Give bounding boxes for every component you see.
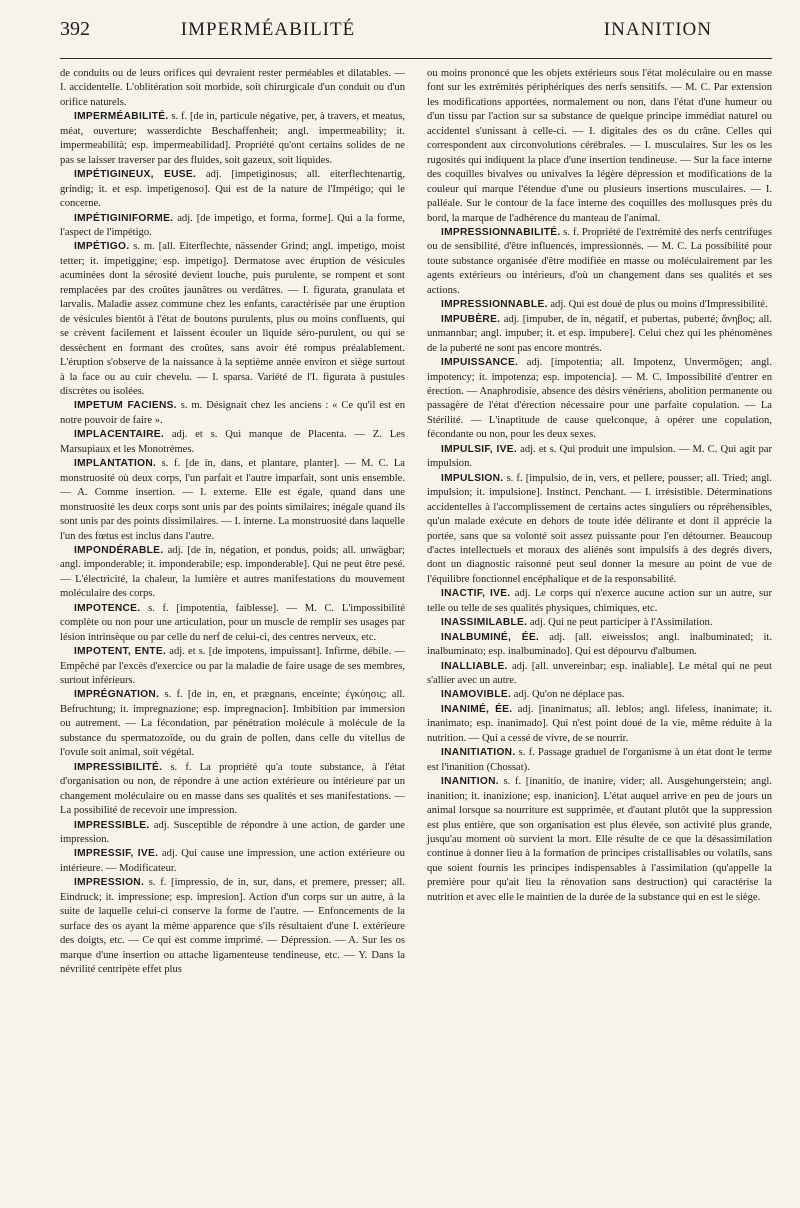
dictionary-entry bbox=[60, 428, 405, 457]
dictionary-entry bbox=[427, 775, 772, 905]
entry-definition: s. f. [impulsio, de in, vers, et pellere, pousser; all. Tried; angl. impulsion; it. impulsione]. Instinct. Penchant. — I. irrésistible. Déterminations accidentelles à l'accomplissement de certains actes singuliers ou répréhensibles, qu'un malade exécute en dehors de toute idée délirante et dont il apprécie la portée, sans que sa volonté soit assez puissante pour l'en détourner. Beaucoup d'actes intellectuels et moraux des aliénés sont impulsifs à des degrés divers, dont un diagnostic raisonné peut seul donner la mesure au point de vue de l'équilibre fonctionnel encéphalique et de la responsabilité. bbox=[427, 472, 772, 585]
entry-headword: IMPLANTATION. bbox=[74, 458, 157, 470]
dictionary-entry bbox=[60, 212, 405, 241]
dictionary-entry bbox=[60, 761, 405, 819]
dictionary-entry bbox=[60, 399, 405, 428]
entry-headword: INANIMÉ, ÉE. bbox=[441, 703, 513, 715]
dictionary-entry bbox=[60, 645, 405, 688]
dictionary-entry bbox=[427, 67, 772, 226]
dictionary-entry bbox=[427, 616, 772, 630]
dictionary-entry bbox=[427, 703, 772, 746]
dictionary-entry bbox=[427, 356, 772, 443]
right-running-head: INANITION bbox=[603, 19, 712, 40]
entry-headword: INANITION. bbox=[441, 776, 499, 788]
entry-headword: IMPÉTIGO. bbox=[74, 241, 130, 253]
dictionary-entry bbox=[427, 472, 772, 588]
left-column bbox=[60, 67, 405, 1197]
entry-headword: IMPRESSION. bbox=[74, 877, 145, 889]
dictionary-entry bbox=[60, 457, 405, 544]
entry-headword: INASSIMILABLE. bbox=[441, 617, 528, 629]
entry-headword: IMPRÉGNATION. bbox=[74, 689, 160, 701]
entry-definition: s. f. La propriété qu'a toute substance, à l'état d'organisation ou non, de répondre à une action extérieure ou intérieure par un changement moléculaire ou en masse dans ses qualités et ses manifestations. — La possibilité de recevoir une impression. bbox=[60, 761, 405, 817]
entry-definition: adj. Qu'on ne déplace pas. bbox=[511, 689, 625, 701]
dictionary-entry bbox=[60, 602, 405, 645]
dictionary-entry bbox=[60, 110, 405, 168]
dictionary-entry bbox=[427, 298, 772, 312]
entry-definition: adj. et s. Qui manque de Placenta. — Z. Les Marsupiaux et les Monotrèmes. bbox=[60, 429, 405, 455]
page-number: 392 bbox=[60, 18, 90, 40]
entry-definition: adj. Susceptible de répondre à une action, de garder une impression. bbox=[60, 819, 405, 846]
entry-definition: adj. Qui est doué de plus ou moins d'Impressibilité. bbox=[547, 299, 768, 311]
entry-headword: IMPRESSIBILITÉ. bbox=[74, 761, 163, 773]
entry-headword: IMPERMÉABILITÉ. bbox=[74, 111, 169, 123]
dictionary-entry bbox=[60, 67, 405, 110]
entry-definition: s. f. [de in, en, et prægnans, enceinte; ἐγκύησις; all. Befruchtung; it. impregnazione; esp. impregnacion]. Imbibition par immersion ou autrement. — La fécondation, par pénétration molécule à molécule de la substance du spermatozoïde, ou du grain de pollen, dans celle du vitellus de l'ovule soit animal, soit végétal. bbox=[60, 689, 405, 759]
entry-headword: IMPOTENCE. bbox=[74, 602, 141, 614]
entry-headword: IMPRESSIF, IVE. bbox=[74, 848, 159, 860]
dictionary-entry bbox=[60, 847, 405, 876]
entry-definition: adj. [impuber, de in, négatif, et pubertas, puberté; ἄνηβος; all. unmannbar; angl. impuber; it. et esp. impubere]. Celui chez qui les phénomènes de la puberté ne sont pas encore montrés. bbox=[427, 313, 772, 354]
entry-headword: INACTIF, IVE. bbox=[441, 588, 511, 600]
entry-headword: INALBUMINÉ, ÉE. bbox=[441, 631, 540, 643]
entry-definition: adj. [impotentia; all. Impotenz, Unvermögen; angl. impotency; it. impotenza; esp. impotencia]. — M. C. Impossibilité d'entrer en érection. — Anaphrodisie, absence des désirs vénériens, abolition permanente ou passagère de l'état d'érection nécessaire pour une parfaite copulation. — La Stérilité. — L'inaptitude de cause quelconque, à opérer une copulation, fécondante ou non, pour les deux sexes. bbox=[427, 357, 772, 441]
entry-definition: s. f. [impotentia, faiblesse]. — M. C. L'impossibilité complète ou non pour une articulation, pour un muscle de remplir ses usages par lésion intrinsèque ou par celle du nerf de celui-ci, des centres nerveux, etc. bbox=[60, 602, 405, 643]
dictionary-entry bbox=[427, 688, 772, 702]
entry-headword: IMPRESSIBLE. bbox=[74, 819, 150, 831]
page-header bbox=[60, 18, 772, 59]
entry-definition: adj. [de impetigo, et forma, forme]. Qui a la forme, l'aspect de l'impétigo. bbox=[60, 212, 405, 238]
entry-definition: s. f. [inanitio, de inanire, vider; all. Ausgehungerstein; angl. inanition; it. inanizione; esp. inanicion]. L'état auquel arrive en peu de jours un animal lorsque sa nourriture est supprimée, et d'autant plutôt que la suppression est plus entière, que son organisation est plus élevée, son activité plus grande, jusqu'au moment où survient la mort. Elle résulte de ce que la désassimilation continue à donner lieu à la formation de principes cristallisables ou volatils, sans que soient fournis les principes indispensables à l'assimilation (qu'appelle la première pour qu'ait lieu la rénovation sans destruction) qui caractérise la nutrition et avec elle le maintien de la durée de la substance qui en est le siège. bbox=[427, 776, 772, 903]
dictionary-entry bbox=[427, 587, 772, 616]
entry-definition: ou moins prononcé que les objets extérieurs sous l'état moléculaire ou en masse font sur les extrémités périphériques des nerfs sensitifs. — M. C. Par extension les modifications apportées, normalement ou non, dans l'état d'une humeur ou d'un tissu par l'action sur sa substance de quelque principe immédiat naturel ou accidentel s'unissant à celle-ci. — I. digitales des os du crâne. Celles qui correspondent aux circonvolutions cérébrales. — I. musculaires. Sur les os les rugosités qui indiquent la place d'une insertion tendineuse. — Sur la face interne des coquilles bivalves ou univalves la légère dépression et modifications de la couleur qui marque l'étendue d'une ou plusieurs insertions musculaires. — I. palléale. Sur le contour de la face interne des coquilles des mollusques près du bord, la marque de l'adhérence du manteau de l'animal. bbox=[427, 68, 772, 224]
entry-definition: adj. Qui ne peut participer à l'Assimilation. bbox=[527, 617, 713, 629]
entry-definition: adj. [de in, négation, et pondus, poids; all. unwägbar; angl. imponderable; it. imponderabile; esp. imponderable]. Qui ne peut être pesé. — L'électricité, la chaleur, la lumière et autres manifestations du mouvement moléculaire des corps. bbox=[60, 544, 405, 600]
entry-headword: INAMOVIBLE. bbox=[441, 689, 512, 701]
entry-definition: s. f. [impressio, de in, sur, dans, et premere, presser; all. Eindruck; it. impressione; esp. impresion]. Action d'un corps sur un autre, à la suite de laquelle celui-ci conserve la forme de l'autre. — Enfoncements de la surface des os ayant la même apparence que s'ils résultaient d'une I. extérieure des doigts, etc. — Ce qui est comme imprimé. — Dépression. — A. Sur les os marque d'une insertion ou attache ligamenteuse tendineuse, etc. — Y. Dans la névrilité centripète effet plus bbox=[60, 877, 405, 976]
entry-headword: INANITIATION. bbox=[441, 747, 516, 759]
dictionary-entry bbox=[427, 226, 772, 298]
entry-headword: IMPÉTIGINEUX, EUSE. bbox=[74, 169, 197, 181]
entry-definition: s. f. [de in, dans, et plantare, planter]. — M. C. La monstruosité où deux corps, l'un parfait et l'autre imparfait, sont unis ensemble. — A. Comme insertion. — I. externe. Elle est égale, quand dans une monstruosité les deux corps sont unis par des points similaires; inégale quand ils sont unis par des points dissimilaires. — I. interne. La monstruosité dans laquelle l'un des fœtus est inclus dans l'autre. bbox=[60, 458, 405, 542]
dictionary-entry bbox=[60, 240, 405, 399]
dictionary-entry bbox=[427, 313, 772, 356]
entry-definition: adj. et s. [de impotens, impuissant]. Infirme, débile. — Empêché par l'excès d'exercice ou par la maladie de faire usage de ses membres, surtout inférieurs. bbox=[60, 646, 405, 687]
entry-headword: IMPOTENT, ENTE. bbox=[74, 646, 167, 658]
dictionary-entry bbox=[427, 443, 772, 472]
entry-definition: de conduits ou de leurs orifices qui devraient rester perméables et dilatables. — I. accidentelle. L'oblitération soit morbide, soit chirurgicale d'un conduit ou d'un orifice naturels. bbox=[60, 68, 405, 108]
entry-headword: IMPÉTIGINIFORME. bbox=[74, 212, 174, 224]
entry-headword: INALLIABLE. bbox=[441, 660, 508, 672]
right-column bbox=[427, 67, 772, 1197]
entry-definition: adj. et s. Qui produit une impulsion. — M. C. Qui agit par impulsion. bbox=[427, 443, 772, 470]
entry-definition: s. m. [all. Eiterflechte, nässender Grind; angl. impetigo, moist tetter; it. impetiggine; esp. impetigo]. Dermatose avec éruption de vésicules acuminées dont la sérosité devient louche, puis purulente, se rompent et sont remplacées par des croûtes jaunâtres ou verdâtres. — I. figurata, granulata et larvalis. Maladie assez commune chez les enfants, caractérisée par une éruption de vésicules bientôt à l'état de boutons purulents, plus ou moins confluents, qui se crèvent facilement et laissent écouler un liquide séro-purulent, ou qui se dessèchent en formant des croûtes, sans avoir été rompus préalablement. L'éruption s'observe de la naissance à la septième année environ et siège surtout à la face ou au cuir chevelu. — I. sparsa. Variété de l'I. figurata à pustules discrètes ou isolées. bbox=[60, 241, 405, 397]
entry-definition: s. f. [de in, particule négative, per, à travers, et meatus, méat, ouverture; wasserdichte Beschaffenheit; angl. impermeability; it. impermeabilità; esp. impermeabilidad]. Propriété qu'ont certains solides de ne pas se laisser traverser par des fluides, soit gazeux, soit liquides. bbox=[60, 111, 405, 166]
entry-headword: IMPRESSIONNABLE. bbox=[441, 299, 548, 311]
dictionary-entry bbox=[60, 544, 405, 602]
entry-definition: adj. [all. eiweisslos; angl. inalbuminated; it. inalbuminato; esp. inalbuminado]. Qui est dépourvu d'albumen. bbox=[427, 631, 772, 658]
left-running-head: IMPERMÉABILITÉ bbox=[180, 19, 356, 40]
entry-definition: s. m. Désignait chez les anciens : « Ce qu'il est en notre pouvoir de faire ». bbox=[60, 400, 405, 426]
entry-definition: s. f. Passage graduel de l'organisme à un état dont le terme est l'inanition (Chossat). bbox=[427, 747, 772, 773]
dictionary-entry bbox=[427, 746, 772, 775]
entry-definition: s. f. Propriété de l'extrémité des nerfs centrifuges ou de sensibilité, d'être influencés, impressionnés. — M. C. La possibilité pour toute substance organisée d'être modifiée en masse ou moléculairement par les agents extérieurs ou intérieurs, d'où un changement dans ses qualités et ses actions. bbox=[427, 226, 772, 296]
dictionary-entry bbox=[427, 631, 772, 660]
entry-headword: IMPUBÈRE. bbox=[441, 313, 501, 325]
entry-definition: adj. Le corps qui n'exerce aucune action sur un autre, sur telle ou telle de ses qualités physiques, chimiques, etc. bbox=[427, 588, 772, 614]
dictionary-entry bbox=[427, 660, 772, 689]
dictionary-entry bbox=[60, 876, 405, 977]
entry-headword: IMPULSIF, IVE. bbox=[441, 443, 517, 455]
entry-headword: IMPONDÉRABLE. bbox=[74, 544, 164, 556]
dictionary-entry bbox=[60, 819, 405, 848]
entry-definition: adj. [all. unvereinbar; esp. inaliable]. Le métal qui ne peut s'allier avec un autre. bbox=[427, 660, 772, 687]
entry-headword: IMPULSION. bbox=[441, 472, 504, 484]
entry-definition: adj. Qui cause une impression, une action extérieure ou intérieure. — Modificateur. bbox=[60, 848, 405, 874]
text-columns bbox=[60, 67, 772, 1197]
dictionary-entry bbox=[60, 168, 405, 211]
dictionary-entry bbox=[60, 688, 405, 760]
entry-definition: adj. [inanimatus; all. leblos; angl. lifeless, inanimate; it. inanimato; esp. inanimado]. Qui n'est point doué de la vie, même réduite à la nutrition. — Qui a cessé de vivre, de se nourrir. bbox=[427, 703, 772, 744]
entry-headword: IMPETUM FACIENS. bbox=[74, 400, 177, 412]
entry-headword: IMPRESSIONNABILITÉ. bbox=[441, 226, 561, 238]
entry-headword: IMPLACENTAIRE. bbox=[74, 429, 165, 441]
entry-headword: IMPUISSANCE. bbox=[441, 357, 519, 369]
entry-definition: adj. [impetiginosus; all. eiterflechtenartig, grindig; it. et esp. impetigenoso]. Qui est de la nature de l'Impétigo; qui le concerne. bbox=[60, 169, 405, 210]
